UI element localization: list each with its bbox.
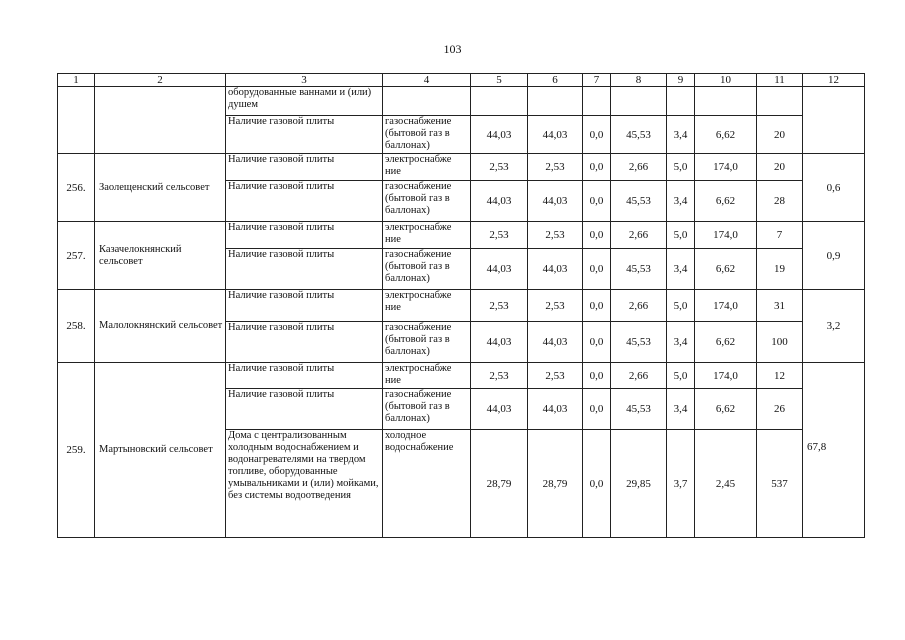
column-header: 2 [95,74,226,87]
norm-value: 0,9 [803,222,865,290]
cell-value: 12 [757,363,803,389]
cell-value: 3,4 [667,116,695,154]
cell-condition: Наличие газовой плиты [226,116,383,154]
cell-value: 3,7 [667,430,695,538]
column-header: 12 [803,74,865,87]
cell-value: 100 [757,322,803,363]
cell-value: 5,0 [667,290,695,322]
cell-condition: оборудованные ваннами и (или) душем [226,87,383,116]
row-number: 259. [58,363,95,538]
cell-value: 28,79 [471,430,528,538]
cell-value: 0,0 [583,181,611,222]
cell-condition: Дома с централизованным холодным водоснабжением и водонагревателями на твердом топливе, оборудованные умывальниками и (или) мойками, без системы водоотведения [226,430,383,538]
norm-value: 3,2 [803,290,865,363]
cell-service: газоснабжение (бытовой газ в баллонах) [383,181,471,222]
cell-value: 44,03 [471,181,528,222]
norm-value: 0,6 [803,154,865,222]
cell-value: 0,0 [583,222,611,249]
cell-value: 28 [757,181,803,222]
cell-condition: Наличие газовой плиты [226,363,383,389]
row-number: 257. [58,222,95,290]
cell-value: 0,0 [583,154,611,181]
cell-empty [757,87,803,116]
cell-value: 7 [757,222,803,249]
column-header: 7 [583,74,611,87]
cell-empty [583,87,611,116]
cell-value: 0,0 [583,290,611,322]
cell-value: 0,0 [583,322,611,363]
cell-value: 20 [757,116,803,154]
cell-value: 26 [757,389,803,430]
cell-value: 44,03 [528,249,583,290]
municipality-name: Малолокнянский сельсовет [95,290,226,363]
cell-value: 31 [757,290,803,322]
cell-value: 3,4 [667,389,695,430]
table-row [58,154,865,181]
cell-value: 20 [757,154,803,181]
cell-service: газоснабжение (бытовой газ в баллонах) [383,249,471,290]
cell-value: 2,66 [611,154,667,181]
cell-condition: Наличие газовой плиты [226,249,383,290]
table-row [58,290,865,322]
column-header: 9 [667,74,695,87]
cell-value: 44,03 [528,181,583,222]
cell-empty [611,87,667,116]
cell-service: холодное водоснабжение [383,430,471,538]
cell-value: 2,53 [471,363,528,389]
cell-service: газоснабжение (бытовой газ в баллонах) [383,322,471,363]
cell-value: 3,4 [667,249,695,290]
tariff-table [57,73,865,538]
cell-condition: Наличие газовой плиты [226,181,383,222]
cell-value: 0,0 [583,430,611,538]
cell-value: 45,53 [611,249,667,290]
cell-service: электроснабже ние [383,363,471,389]
header-row [58,74,865,87]
column-header: 8 [611,74,667,87]
cell-value: 174,0 [695,290,757,322]
cell-empty [95,87,226,154]
cell-value: 174,0 [695,154,757,181]
cell-condition: Наличие газовой плиты [226,154,383,181]
row-number: 256. [58,154,95,222]
cell-value: 44,03 [471,249,528,290]
cell-value: 6,62 [695,322,757,363]
cell-value: 45,53 [611,116,667,154]
column-header: 11 [757,74,803,87]
cell-service: электроснабже ние [383,222,471,249]
cell-value: 5,0 [667,222,695,249]
table-row [58,87,865,116]
cell-value: 3,4 [667,181,695,222]
column-header: 6 [528,74,583,87]
cell-value: 2,53 [471,290,528,322]
cell-value: 174,0 [695,363,757,389]
cell-value: 0,0 [583,249,611,290]
municipality-name: Заолещенский сельсовет [95,154,226,222]
cell-value: 44,03 [528,322,583,363]
cell-value: 45,53 [611,389,667,430]
cell-empty [803,87,865,154]
cell-value: 2,66 [611,290,667,322]
cell-value: 6,62 [695,389,757,430]
cell-condition: Наличие газовой плиты [226,322,383,363]
cell-empty [58,87,95,154]
cell-value: 2,66 [611,222,667,249]
cell-value: 6,62 [695,249,757,290]
table-row [58,222,865,249]
cell-value: 6,62 [695,116,757,154]
norm-value: 67,8 [803,363,865,538]
cell-empty [695,87,757,116]
cell-condition: Наличие газовой плиты [226,290,383,322]
cell-value: 2,53 [471,154,528,181]
cell-condition: Наличие газовой плиты [226,222,383,249]
cell-condition: Наличие газовой плиты [226,389,383,430]
cell-value: 2,66 [611,363,667,389]
column-header: 1 [58,74,95,87]
cell-value: 0,0 [583,116,611,154]
cell-value: 44,03 [528,116,583,154]
cell-service: электроснабже ние [383,154,471,181]
cell-value: 44,03 [471,322,528,363]
cell-service: газоснабжение (бытовой газ в баллонах) [383,116,471,154]
cell-value: 28,79 [528,430,583,538]
cell-value: 5,0 [667,154,695,181]
cell-value: 19 [757,249,803,290]
cell-value: 0,0 [583,389,611,430]
cell-value: 2,45 [695,430,757,538]
cell-value: 537 [757,430,803,538]
cell-empty [383,87,471,116]
cell-value: 2,53 [471,222,528,249]
cell-value: 6,62 [695,181,757,222]
column-header: 5 [471,74,528,87]
column-header: 10 [695,74,757,87]
cell-value: 3,4 [667,322,695,363]
cell-value: 174,0 [695,222,757,249]
column-header: 4 [383,74,471,87]
cell-value: 45,53 [611,322,667,363]
row-number: 258. [58,290,95,363]
cell-value: 5,0 [667,363,695,389]
cell-value: 2,53 [528,290,583,322]
cell-empty [471,87,528,116]
cell-value: 0,0 [583,363,611,389]
cell-value: 44,03 [471,389,528,430]
cell-value: 44,03 [528,389,583,430]
cell-service: газоснабжение (бытовой газ в баллонах) [383,389,471,430]
column-header: 3 [226,74,383,87]
cell-value: 45,53 [611,181,667,222]
cell-value: 44,03 [471,116,528,154]
cell-value: 29,85 [611,430,667,538]
municipality-name: Мартыновский сельсовет [95,363,226,538]
cell-empty [667,87,695,116]
cell-value: 2,53 [528,363,583,389]
page-number: 103 [443,42,462,56]
cell-value: 2,53 [528,222,583,249]
cell-value: 2,53 [528,154,583,181]
municipality-name: Казачелокнянский сельсовет [95,222,226,290]
table-row [58,363,865,389]
cell-empty [528,87,583,116]
cell-service: электроснабже ние [383,290,471,322]
